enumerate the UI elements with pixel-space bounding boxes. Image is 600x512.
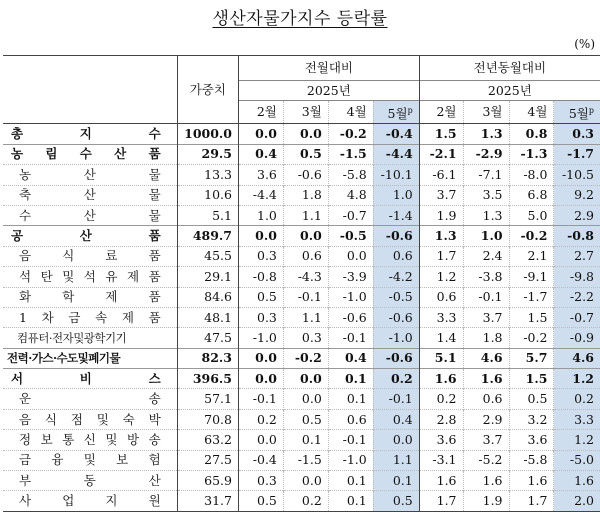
page-title bbox=[0, 4, 600, 29]
mom-value: 0.4 bbox=[373, 409, 419, 429]
yoy-value: 3.6 bbox=[509, 430, 554, 450]
row-label-header bbox=[3, 56, 177, 124]
yoy-value: 0.3 bbox=[554, 124, 600, 144]
yoy-value: 0.2 bbox=[554, 389, 600, 409]
yoy-value: 3.3 bbox=[554, 409, 600, 429]
yoy-value: -10.5 bbox=[554, 165, 600, 185]
mom-value: -0.1 bbox=[328, 328, 373, 348]
yoy-value: 1.5 bbox=[509, 307, 554, 327]
mom-value: 0.3 bbox=[238, 471, 283, 491]
mom-value: 0.4 bbox=[238, 144, 283, 164]
row-label: 농 림 수 산 품 bbox=[3, 144, 177, 164]
yoy-value: 6.8 bbox=[509, 185, 554, 205]
mom-value: 0.2 bbox=[238, 409, 283, 429]
table-row bbox=[3, 430, 600, 450]
mom-value: -0.4 bbox=[238, 450, 283, 470]
weight-value: 1000.0 bbox=[177, 124, 238, 144]
row-label: 공 산 품 bbox=[3, 226, 177, 246]
yoy-month-header bbox=[509, 101, 554, 124]
mom-value: 0.5 bbox=[238, 287, 283, 307]
mom-value: 0.0 bbox=[328, 246, 373, 266]
yoy-value: -9.1 bbox=[509, 267, 554, 287]
mom-value: -1.0 bbox=[238, 328, 283, 348]
yoy-value: -3.8 bbox=[463, 267, 509, 287]
yoy-value: -1.3 bbox=[509, 144, 554, 164]
mom-value: -0.1 bbox=[283, 287, 328, 307]
yoy-value: 1.6 bbox=[419, 471, 463, 491]
mom-value: -0.6 bbox=[283, 165, 328, 185]
weight-value: 13.3 bbox=[177, 165, 238, 185]
mom-month-header bbox=[373, 101, 419, 124]
mom-value: 0.5 bbox=[238, 491, 283, 511]
yoy-group-header: 전년동월대비 bbox=[419, 56, 600, 81]
row-label: 사 업 지 원 bbox=[3, 491, 177, 511]
yoy-month-header bbox=[419, 101, 463, 124]
yoy-value: 0.2 bbox=[419, 389, 463, 409]
mom-value: 0.1 bbox=[283, 430, 328, 450]
yoy-value: 1.7 bbox=[509, 491, 554, 511]
mom-value: 0.6 bbox=[283, 246, 328, 266]
mom-value: -0.6 bbox=[328, 307, 373, 327]
row-label: 음 식 료 품 bbox=[3, 246, 177, 266]
mom-value: -10.1 bbox=[373, 165, 419, 185]
mom-value: 0.6 bbox=[328, 409, 373, 429]
yoy-value: 1.2 bbox=[419, 267, 463, 287]
weight-value: 29.1 bbox=[177, 267, 238, 287]
yoy-value: 5.7 bbox=[509, 348, 554, 368]
yoy-value: -0.8 bbox=[554, 226, 600, 246]
row-label: 음 식 점 및 숙 박 bbox=[3, 409, 177, 429]
yoy-value: 2.1 bbox=[509, 246, 554, 266]
yoy-value: 1.3 bbox=[419, 226, 463, 246]
yoy-value: 3.3 bbox=[419, 307, 463, 327]
yoy-value: 1.6 bbox=[463, 369, 509, 389]
mom-value: -0.1 bbox=[328, 430, 373, 450]
mom-value: 0.3 bbox=[238, 307, 283, 327]
mom-value: 0.1 bbox=[328, 369, 373, 389]
yoy-value: 1.4 bbox=[419, 328, 463, 348]
yoy-value: 1.8 bbox=[463, 328, 509, 348]
preliminary-mark: p bbox=[407, 105, 413, 115]
table-row bbox=[3, 185, 600, 205]
row-label: 총 지 수 bbox=[3, 124, 177, 144]
mom-value: -5.8 bbox=[328, 165, 373, 185]
yoy-value: 4.6 bbox=[554, 348, 600, 368]
mom-value: 0.0 bbox=[283, 471, 328, 491]
mom-value: -4.2 bbox=[373, 267, 419, 287]
yoy-value: 1.7 bbox=[419, 491, 463, 511]
row-label: 석 탄 및 석 유 제 품 bbox=[3, 267, 177, 287]
mom-value: -1.0 bbox=[373, 328, 419, 348]
yoy-value: 1.2 bbox=[554, 430, 600, 450]
yoy-value: 1.6 bbox=[554, 471, 600, 491]
yoy-value: 1.9 bbox=[463, 491, 509, 511]
weight-value: 65.9 bbox=[177, 471, 238, 491]
table-row bbox=[3, 144, 600, 164]
mom-value: 0.2 bbox=[373, 369, 419, 389]
mom-value: -0.1 bbox=[238, 389, 283, 409]
yoy-value: 1.6 bbox=[419, 369, 463, 389]
row-label: 금 융 및 보 험 bbox=[3, 450, 177, 470]
yoy-value: 3.7 bbox=[463, 430, 509, 450]
yoy-value: -0.2 bbox=[509, 226, 554, 246]
ppi-change-table bbox=[3, 55, 600, 512]
table-row bbox=[3, 348, 600, 368]
mom-value: -1.4 bbox=[373, 205, 419, 225]
yoy-value: 1.9 bbox=[419, 205, 463, 225]
yoy-value: -0.1 bbox=[463, 287, 509, 307]
row-label: 농 산 물 bbox=[3, 165, 177, 185]
yoy-value: 0.6 bbox=[463, 389, 509, 409]
table-row bbox=[3, 246, 600, 266]
yoy-value: -8.0 bbox=[509, 165, 554, 185]
weight-value: 48.1 bbox=[177, 307, 238, 327]
yoy-value: -9.8 bbox=[554, 267, 600, 287]
mom-value: -0.1 bbox=[373, 389, 419, 409]
mom-value: 0.5 bbox=[373, 491, 419, 511]
mom-value: 0.0 bbox=[283, 369, 328, 389]
mom-value: -4.4 bbox=[373, 144, 419, 164]
yoy-value: -5.8 bbox=[509, 450, 554, 470]
yoy-value: 1.5 bbox=[509, 369, 554, 389]
row-label: 정 보 통 신 및 방 송 bbox=[3, 430, 177, 450]
mom-month-header bbox=[238, 101, 283, 124]
yoy-value: 1.7 bbox=[419, 246, 463, 266]
row-label: 수 산 물 bbox=[3, 205, 177, 225]
weight-value: 489.7 bbox=[177, 226, 238, 246]
weight-value: 84.6 bbox=[177, 287, 238, 307]
yoy-value: 1.2 bbox=[554, 369, 600, 389]
mom-value: 4.8 bbox=[328, 185, 373, 205]
mom-month-header bbox=[328, 101, 373, 124]
yoy-value: 2.8 bbox=[419, 409, 463, 429]
mom-value: -1.0 bbox=[328, 450, 373, 470]
mom-value: 0.6 bbox=[373, 246, 419, 266]
mom-value: -0.6 bbox=[373, 348, 419, 368]
row-label: 컴퓨터·전자및광학기기 bbox=[3, 328, 177, 348]
row-label: 축 산 물 bbox=[3, 185, 177, 205]
month-label: 5월 bbox=[568, 105, 589, 121]
mom-value: 0.1 bbox=[328, 471, 373, 491]
unit-label: (%) bbox=[574, 37, 595, 51]
yoy-value: -5.2 bbox=[463, 450, 509, 470]
yoy-value: 3.5 bbox=[463, 185, 509, 205]
mom-value: -0.4 bbox=[373, 124, 419, 144]
yoy-value: -1.7 bbox=[554, 144, 600, 164]
month-label: 2월 bbox=[256, 104, 277, 120]
yoy-month-header bbox=[554, 101, 600, 124]
table-row bbox=[3, 491, 600, 511]
row-label: 서 비 스 bbox=[3, 369, 177, 389]
mom-value: -1.5 bbox=[283, 450, 328, 470]
yoy-value: 5.1 bbox=[419, 348, 463, 368]
mom-value: 1.8 bbox=[283, 185, 328, 205]
mom-value: 0.0 bbox=[238, 369, 283, 389]
yoy-value: -1.7 bbox=[509, 287, 554, 307]
yoy-value: 1.5 bbox=[419, 124, 463, 144]
row-label: 운 송 bbox=[3, 389, 177, 409]
weight-value: 27.5 bbox=[177, 450, 238, 470]
mom-value: 0.3 bbox=[283, 328, 328, 348]
title-text: 생산자물가지수 등락률 bbox=[212, 9, 388, 29]
mom-value: -4.3 bbox=[283, 267, 328, 287]
weight-value: 5.1 bbox=[177, 205, 238, 225]
mom-value: -0.5 bbox=[328, 226, 373, 246]
month-label: 3월 bbox=[301, 104, 322, 120]
table-row bbox=[3, 369, 600, 389]
mom-value: 0.1 bbox=[328, 491, 373, 511]
weight-value: 47.5 bbox=[177, 328, 238, 348]
mom-value: -3.9 bbox=[328, 267, 373, 287]
mom-month-header bbox=[283, 101, 328, 124]
table-row bbox=[3, 328, 600, 348]
weight-value: 57.1 bbox=[177, 389, 238, 409]
month-label: 4월 bbox=[527, 104, 548, 120]
yoy-value: 1.3 bbox=[463, 205, 509, 225]
mom-value: 0.0 bbox=[238, 348, 283, 368]
yoy-value: -2.9 bbox=[463, 144, 509, 164]
table-row bbox=[3, 267, 600, 287]
month-label: 4월 bbox=[346, 104, 367, 120]
mom-value: 0.1 bbox=[328, 389, 373, 409]
mom-value: -0.2 bbox=[328, 124, 373, 144]
yoy-value: 2.4 bbox=[463, 246, 509, 266]
table-row bbox=[3, 389, 600, 409]
yoy-value: 4.6 bbox=[463, 348, 509, 368]
mom-value: -0.6 bbox=[373, 226, 419, 246]
mom-value: 1.0 bbox=[373, 185, 419, 205]
row-label: 부 동 산 bbox=[3, 471, 177, 491]
yoy-value: -3.1 bbox=[419, 450, 463, 470]
month-label: 5월 bbox=[387, 105, 408, 121]
mom-value: -0.6 bbox=[373, 307, 419, 327]
mom-value: 0.0 bbox=[373, 430, 419, 450]
yoy-value: -7.1 bbox=[463, 165, 509, 185]
yoy-value: 2.0 bbox=[554, 491, 600, 511]
yoy-value: 1.6 bbox=[509, 471, 554, 491]
mom-value: -1.5 bbox=[328, 144, 373, 164]
yoy-value: 1.0 bbox=[463, 226, 509, 246]
yoy-value: -6.1 bbox=[419, 165, 463, 185]
mom-value: 0.0 bbox=[238, 430, 283, 450]
weight-value: 63.2 bbox=[177, 430, 238, 450]
table-row bbox=[3, 307, 600, 327]
month-label: 2월 bbox=[436, 104, 457, 120]
mom-year-header: 2025년 bbox=[238, 81, 419, 101]
yoy-value: -0.9 bbox=[554, 328, 600, 348]
mom-value: 0.0 bbox=[238, 124, 283, 144]
row-label: 전력·가스·수도및폐기물 bbox=[3, 348, 177, 368]
mom-value: 0.0 bbox=[238, 226, 283, 246]
yoy-value: 1.6 bbox=[463, 471, 509, 491]
mom-value: 0.0 bbox=[283, 389, 328, 409]
yoy-value: 1.3 bbox=[463, 124, 509, 144]
table-row bbox=[3, 287, 600, 307]
weight-value: 82.3 bbox=[177, 348, 238, 368]
mom-value: 0.5 bbox=[283, 144, 328, 164]
mom-value: 1.1 bbox=[373, 450, 419, 470]
mom-value: -1.0 bbox=[328, 287, 373, 307]
table-row bbox=[3, 450, 600, 470]
table-row bbox=[3, 471, 600, 491]
table-row bbox=[3, 205, 600, 225]
yoy-value: 3.6 bbox=[419, 430, 463, 450]
yoy-value: 0.6 bbox=[419, 287, 463, 307]
weight-value: 45.5 bbox=[177, 246, 238, 266]
table-row bbox=[3, 124, 600, 144]
row-label: 1 차 금 속 제 품 bbox=[3, 307, 177, 327]
preliminary-mark: p bbox=[588, 105, 594, 115]
mom-value: -0.5 bbox=[373, 287, 419, 307]
table-row bbox=[3, 165, 600, 185]
mom-value: -0.2 bbox=[283, 348, 328, 368]
weight-value: 70.8 bbox=[177, 409, 238, 429]
yoy-value: 5.0 bbox=[509, 205, 554, 225]
mom-value: 0.0 bbox=[283, 124, 328, 144]
mom-value: 1.1 bbox=[283, 205, 328, 225]
mom-value: 0.0 bbox=[283, 226, 328, 246]
table-row bbox=[3, 409, 600, 429]
yoy-value: 2.9 bbox=[554, 205, 600, 225]
mom-value: 0.3 bbox=[238, 246, 283, 266]
mom-value: 1.1 bbox=[283, 307, 328, 327]
weight-value: 31.7 bbox=[177, 491, 238, 511]
weight-header: 가중치 bbox=[177, 56, 238, 124]
yoy-value: 0.5 bbox=[509, 389, 554, 409]
yoy-value: -2.1 bbox=[419, 144, 463, 164]
yoy-value: -5.0 bbox=[554, 450, 600, 470]
mom-value: 0.1 bbox=[373, 471, 419, 491]
yoy-value: 3.7 bbox=[463, 307, 509, 327]
yoy-value: -0.2 bbox=[509, 328, 554, 348]
mom-value: -0.8 bbox=[238, 267, 283, 287]
mom-group-header: 전월대비 bbox=[238, 56, 419, 81]
yoy-year-header: 2025년 bbox=[419, 81, 600, 101]
yoy-value: 2.9 bbox=[463, 409, 509, 429]
yoy-month-header bbox=[463, 101, 509, 124]
yoy-value: 2.7 bbox=[554, 246, 600, 266]
mom-value: 0.5 bbox=[283, 409, 328, 429]
yoy-value: 3.2 bbox=[509, 409, 554, 429]
yoy-value: 9.2 bbox=[554, 185, 600, 205]
weight-value: 10.6 bbox=[177, 185, 238, 205]
row-label: 화 학 제 품 bbox=[3, 287, 177, 307]
mom-value: 0.2 bbox=[283, 491, 328, 511]
table-row bbox=[3, 226, 600, 246]
month-label: 3월 bbox=[482, 104, 503, 120]
mom-value: 0.4 bbox=[328, 348, 373, 368]
weight-value: 396.5 bbox=[177, 369, 238, 389]
mom-value: 1.0 bbox=[238, 205, 283, 225]
yoy-value: 0.8 bbox=[509, 124, 554, 144]
weight-value: 29.5 bbox=[177, 144, 238, 164]
mom-value: -4.4 bbox=[238, 185, 283, 205]
mom-value: 3.6 bbox=[238, 165, 283, 185]
mom-value: -0.7 bbox=[328, 205, 373, 225]
yoy-value: -0.7 bbox=[554, 307, 600, 327]
yoy-value: 3.7 bbox=[419, 185, 463, 205]
yoy-value: -2.2 bbox=[554, 287, 600, 307]
